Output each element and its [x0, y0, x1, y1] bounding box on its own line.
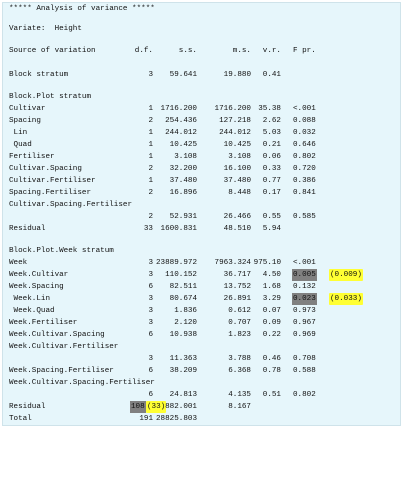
- anova-output-panel: [2, 2, 401, 426]
- cell-df: 3: [148, 319, 153, 327]
- table-row: [3, 163, 402, 175]
- cell-ms: 8.448: [228, 189, 251, 197]
- cell-ss: 32.200: [169, 165, 197, 173]
- row-label: Cultivar.Spacing.Fertiliser: [9, 201, 133, 209]
- row-label: Lin: [9, 129, 28, 137]
- cell-vr: 2.62: [262, 117, 281, 125]
- table-row-label-only: [3, 377, 402, 389]
- anova-title-line: [3, 3, 402, 15]
- header-vr: v.r.: [262, 47, 281, 55]
- cell-ms: 1.823: [228, 331, 251, 339]
- cell-vr: 0.46: [262, 355, 281, 363]
- table-row: [3, 353, 402, 365]
- cell-ss: 82.511: [169, 283, 197, 291]
- cell-ss: 38.209: [169, 367, 197, 375]
- cell-vr: 0.55: [262, 213, 281, 221]
- cell-fpr: 0.973: [293, 307, 316, 315]
- cell-ms: 16.100: [223, 165, 251, 173]
- table-row: [3, 305, 402, 317]
- cell-ms: 10.425: [223, 141, 251, 149]
- cell-ms: 8.167: [228, 403, 251, 411]
- cell-ss: 2.120: [174, 319, 197, 327]
- cell-fpr: 0.969: [293, 331, 316, 339]
- cell-fpr-highlighted: 0.005: [293, 271, 316, 279]
- cell-vr: 0.77: [262, 177, 281, 185]
- table-row: [3, 127, 402, 139]
- cell-ss: 59.641: [169, 71, 197, 79]
- table-row: [3, 365, 402, 377]
- row-label: Quad: [9, 141, 32, 149]
- cell-ss: 1.836: [174, 307, 197, 315]
- cell-ms: 3.108: [228, 153, 251, 161]
- header-fpr: F pr.: [293, 47, 316, 55]
- row-label: Week.Spacing.Fertiliser: [9, 367, 114, 375]
- table-row: [3, 103, 402, 115]
- cell-df: 1: [148, 177, 153, 185]
- cell-ms: 26.891: [223, 295, 251, 303]
- cell-df: 2: [148, 165, 153, 173]
- cell-fpr: 0.585: [293, 213, 316, 221]
- cell-ss: 1716.200: [160, 105, 197, 113]
- cell-vr: 0.41: [262, 71, 281, 79]
- cell-ss: 110.152: [165, 271, 197, 279]
- table-row: [3, 281, 402, 293]
- cell-vr: 0.21: [262, 141, 281, 149]
- row-label: Cultivar.Fertiliser: [9, 177, 96, 185]
- cell-df: 1: [148, 153, 153, 161]
- cell-df: 2: [148, 117, 153, 125]
- adjusted-pvalue-note: (0.033): [330, 295, 362, 303]
- cell-df: 3: [148, 307, 153, 315]
- row-label: Week.Lin: [9, 295, 51, 303]
- cell-ms: 4.135: [228, 391, 251, 399]
- cell-df: 2: [148, 189, 153, 197]
- cell-vr: 5.03: [262, 129, 281, 137]
- stratum-title: Block.Plot stratum: [9, 93, 92, 101]
- cell-fpr: 0.646: [293, 141, 316, 149]
- cell-ss: 52.931: [169, 213, 197, 221]
- cell-ss: 244.012: [165, 129, 197, 137]
- cell-vr: 0.09: [262, 319, 281, 327]
- cell-fpr: 0.386: [293, 177, 316, 185]
- table-row: [3, 389, 402, 401]
- cell-vr: 0.22: [262, 331, 281, 339]
- cell-vr: 5.94: [262, 225, 281, 233]
- table-row: [3, 175, 402, 187]
- cell-vr: 0.33: [262, 165, 281, 173]
- table-row: [3, 151, 402, 163]
- table-row: [3, 329, 402, 341]
- row-label: Fertiliser: [9, 153, 55, 161]
- cell-vr: 0.17: [262, 189, 281, 197]
- cell-vr: 4.50: [262, 271, 281, 279]
- cell-ss: 37.480: [169, 177, 197, 185]
- row-label: Residual: [9, 403, 46, 411]
- cell-ss: 23889.972: [155, 259, 197, 267]
- cell-df: 3: [148, 259, 153, 267]
- cell-ms: 6.368: [228, 367, 251, 375]
- row-label: Week.Cultivar: [9, 271, 69, 279]
- row-label: Block stratum: [9, 71, 69, 79]
- cell-df: 6: [148, 331, 153, 339]
- cell-fpr: 0.802: [293, 391, 316, 399]
- cell-vr: 0.78: [262, 367, 281, 375]
- variate-label: Variate: Height: [9, 25, 82, 33]
- row-label: Total: [9, 415, 32, 423]
- cell-ms: 13.752: [223, 283, 251, 291]
- table-row: [3, 293, 402, 305]
- cell-fpr: 0.032: [293, 129, 316, 137]
- cell-fpr: 0.841: [293, 189, 316, 197]
- anova-title: ***** Analysis of variance *****: [9, 5, 155, 13]
- cell-vr: 35.38: [258, 105, 281, 113]
- cell-ss: 24.813: [169, 391, 197, 399]
- cell-ss: 80.674: [169, 295, 197, 303]
- cell-df: 3: [148, 71, 153, 79]
- row-label: Week: [9, 259, 28, 267]
- cell-ms: 0.612: [228, 307, 251, 315]
- cell-vr: 975.10: [253, 259, 281, 267]
- cell-fpr: 0.802: [293, 153, 316, 161]
- cell-vr: 1.68: [262, 283, 281, 291]
- cell-ms: 7963.324: [214, 259, 251, 267]
- cell-df-highlighted: 108: [131, 403, 145, 411]
- cell-ms: 36.717: [223, 271, 251, 279]
- cell-ss: 11.363: [169, 355, 197, 363]
- cell-df: 2: [148, 213, 153, 221]
- cell-ms: 19.880: [223, 71, 251, 79]
- cell-df: 6: [148, 367, 153, 375]
- cell-fpr: 0.588: [293, 367, 316, 375]
- cell-ss: 3.108: [174, 153, 197, 161]
- cell-vr: 0.06: [262, 153, 281, 161]
- header-ms: m.s.: [232, 47, 251, 55]
- cell-ms: 26.466: [223, 213, 251, 221]
- cell-ms: 37.480: [223, 177, 251, 185]
- cell-ss: 16.896: [169, 189, 197, 197]
- row-label: Spacing: [9, 117, 41, 125]
- row-label: Week.Fertiliser: [9, 319, 78, 327]
- adjusted-pvalue-note: (0.009): [330, 271, 362, 279]
- cell-fpr-highlighted: 0.023: [293, 295, 316, 303]
- table-row-label-only: [3, 341, 402, 353]
- cell-df: 1: [148, 129, 153, 137]
- cell-df: 6: [148, 391, 153, 399]
- cell-ms: 244.012: [219, 129, 251, 137]
- adjusted-df-note: (33): [147, 403, 166, 411]
- cell-ms: 48.510: [223, 225, 251, 233]
- table-row: [3, 257, 402, 269]
- variate-line: [3, 23, 402, 35]
- table-row: [3, 317, 402, 329]
- cell-ss: 28825.803: [155, 415, 197, 423]
- cell-fpr: 0.967: [293, 319, 316, 327]
- cell-df: 3: [148, 355, 153, 363]
- cell-vr: 3.29: [262, 295, 281, 303]
- cell-fpr: <.001: [293, 105, 316, 113]
- cell-df: 3: [148, 295, 153, 303]
- table-row: [3, 269, 402, 281]
- cell-fpr: 0.708: [293, 355, 316, 363]
- header-row: [3, 45, 402, 57]
- cell-df: 33: [143, 225, 153, 233]
- cell-ms: 127.218: [219, 117, 251, 125]
- header-source: Source of variation: [9, 47, 96, 55]
- row-label: Week.Quad: [9, 307, 55, 315]
- table-row: [3, 187, 402, 199]
- cell-df: 3: [148, 271, 153, 279]
- table-row: [3, 401, 402, 413]
- cell-ss: 254.436: [165, 117, 197, 125]
- table-row: [3, 115, 402, 127]
- cell-df: 1: [148, 141, 153, 149]
- cell-ss: 882.001: [165, 403, 197, 411]
- cell-df: 1: [148, 105, 153, 113]
- cell-fpr: 0.088: [293, 117, 316, 125]
- table-row-label-only: [3, 199, 402, 211]
- row-label: Cultivar.Spacing: [9, 165, 82, 173]
- cell-ss: 10.938: [169, 331, 197, 339]
- table-row: [3, 223, 402, 235]
- header-df: d.f.: [134, 47, 153, 55]
- cell-df: 191: [139, 415, 153, 423]
- cell-ss: 10.425: [169, 141, 197, 149]
- cell-ms: 1716.200: [214, 105, 251, 113]
- block-plot-week-stratum-title-line: [3, 245, 402, 257]
- cell-ms: 0.707: [228, 319, 251, 327]
- total-row: [3, 413, 402, 425]
- cell-ms: 3.788: [228, 355, 251, 363]
- block-plot-stratum-title-line: [3, 91, 402, 103]
- row-label: Spacing.Fertiliser: [9, 189, 92, 197]
- block-stratum-row: [3, 69, 402, 81]
- table-row: [3, 139, 402, 151]
- row-label: Week.Spacing: [9, 283, 64, 291]
- row-label: Week.Cultivar.Spacing.Fertiliser: [9, 379, 155, 387]
- cell-vr: 0.51: [262, 391, 281, 399]
- row-label: Residual: [9, 225, 46, 233]
- stratum-title: Block.Plot.Week stratum: [9, 247, 114, 255]
- cell-df: 6: [148, 283, 153, 291]
- header-ss: s.s.: [178, 47, 197, 55]
- cell-fpr: <.001: [293, 259, 316, 267]
- cell-fpr: 0.720: [293, 165, 316, 173]
- table-row: [3, 211, 402, 223]
- row-label: Cultivar: [9, 105, 46, 113]
- cell-vr: 0.07: [262, 307, 281, 315]
- row-label: Week.Cultivar.Fertiliser: [9, 343, 119, 351]
- row-label: Week.Cultivar.Spacing: [9, 331, 105, 339]
- cell-ss: 1600.831: [160, 225, 197, 233]
- cell-fpr: 0.132: [293, 283, 316, 291]
